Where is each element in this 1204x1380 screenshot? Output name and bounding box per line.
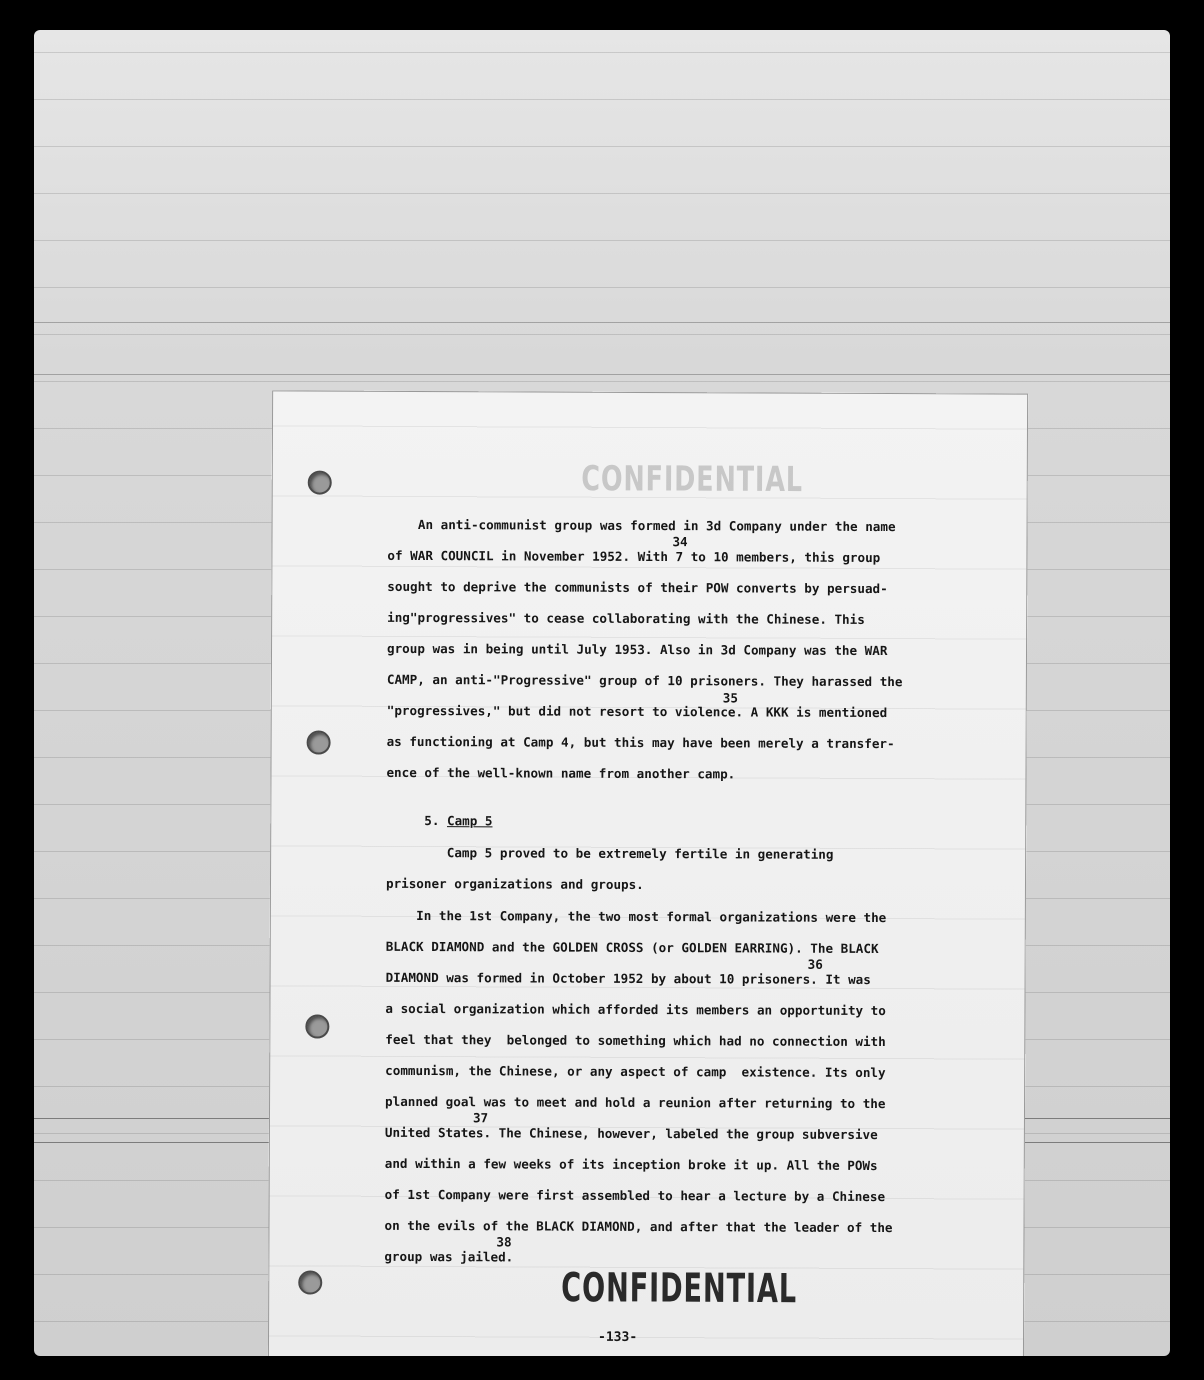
text-line: Camp 5 proved to be extremely fertile in generating	[386, 844, 834, 862]
text-line: of 1st Company were first assembled to hear a lecture by a Chinese	[384, 1186, 886, 1205]
film-scratch	[34, 374, 1170, 375]
document-page	[268, 390, 1028, 1356]
footnote-ref: 36	[807, 956, 823, 972]
text-line: prisoner organizations and groups.	[385, 875, 644, 892]
text-line: on the evils of the BLACK DIAMOND, and after that the leader of the	[384, 1217, 893, 1236]
text-line: of WAR COUNCIL in November 1952. With 7 to 10 members, this group	[387, 547, 881, 566]
text-line: and within a few weeks of its inception broke it up. All the POWs	[384, 1155, 878, 1174]
text-line: a social organization which afforded its members an opportunity to	[385, 1000, 886, 1019]
text-line: feel that they belonged to something which had no connection with	[385, 1031, 886, 1050]
footnote-ref: 34	[672, 534, 688, 550]
text-line: ing"progressives" to cease collaborating with the Chinese. This	[387, 609, 865, 627]
punch-hole	[305, 1015, 329, 1039]
punch-hole	[298, 1270, 322, 1294]
text-line: BLACK DIAMOND and the GOLDEN CROSS (or GOLDEN EARRING). The BLACK	[385, 938, 879, 957]
text-line: planned goal was to meet and hold a reunion after returning to the	[385, 1093, 886, 1112]
text-line: as functioning at Camp 4, but this may have been merely a transfer-	[386, 733, 895, 752]
text-line: sought to deprive the communists of their POW converts by persuad-	[387, 578, 888, 597]
microfilm-frame	[34, 30, 1170, 1356]
section-heading	[424, 813, 492, 829]
text-line: "progressives," but did not resort to violence. A KKK is mentioned	[386, 702, 888, 721]
text-line: ence of the well-known name from another camp.	[386, 764, 736, 782]
confidential-stamp-top: CONFIDENTIAL	[581, 459, 804, 501]
punch-hole	[307, 731, 331, 755]
text-line: In the 1st Company, the two most formal organizations were the	[385, 907, 887, 926]
text-line: group was in being until July 1953. Also in 3d Company was the WAR	[386, 640, 888, 659]
footnote-ref: 35	[722, 690, 739, 706]
section-number: 5.	[424, 813, 440, 829]
text-line: DIAMOND was formed in October 1952 by about 10 prisoners. It was	[385, 969, 871, 987]
footnote-ref: 38	[496, 1234, 512, 1250]
text-line: CAMP, an anti-"Progressive" group of 10 prisoners. They harassed the	[386, 671, 903, 690]
text-line: United States. The Chinese, however, labeled the group subversive	[384, 1124, 878, 1143]
film-scratch	[34, 322, 1170, 323]
text-line: communism, the Chinese, or any aspect of camp existence. Its only	[385, 1062, 886, 1081]
footnote-ref: 37	[472, 1110, 489, 1126]
text-line: group was jailed.	[384, 1248, 514, 1265]
page-number: -133-	[597, 1329, 638, 1345]
punch-hole	[308, 471, 332, 495]
section-title: Camp 5	[447, 813, 493, 829]
confidential-stamp-bottom: CONFIDENTIAL	[561, 1263, 798, 1313]
text-line: An anti-communist group was formed in 3d Company under the name	[387, 516, 896, 535]
